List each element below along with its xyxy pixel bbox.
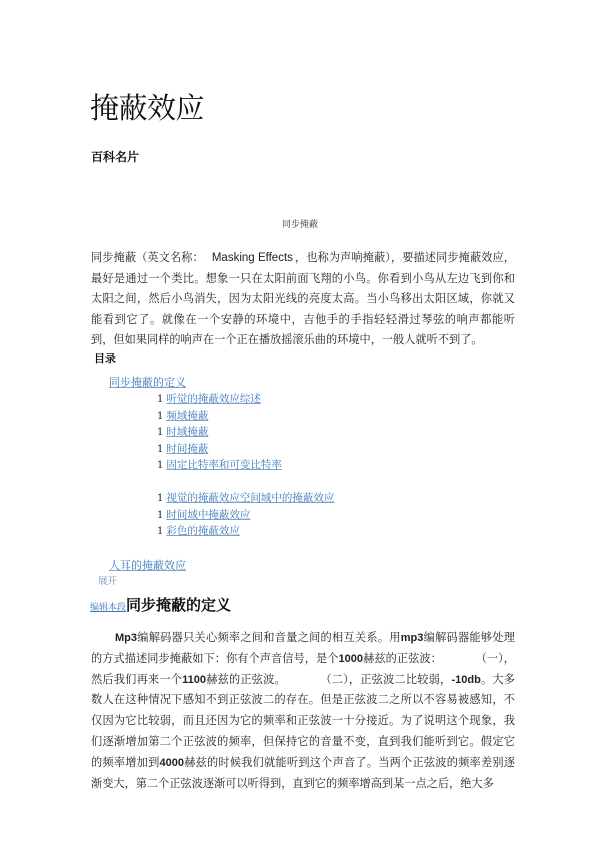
toc-item[interactable]: [157, 457, 282, 472]
bullet: 1: [157, 394, 164, 405]
text-segment: 编解码器只关心频率之间和音量之间的相互关系。用: [137, 631, 401, 644]
bullet: 1: [157, 493, 164, 504]
toc-item-link[interactable]: 时域掩蔽: [166, 426, 209, 438]
section-body-paragraph: [91, 628, 515, 794]
intro-english-name: Masking Effects: [211, 252, 293, 264]
text-segment: 编解码器能够处理的方式描述同步掩蔽如下：你有个声音信号，是个: [91, 631, 515, 665]
toc-item-link[interactable]: 视觉的掩蔽效应空间域中的掩蔽效应: [166, 492, 335, 504]
toc-item[interactable]: [157, 391, 261, 406]
toc-section-2[interactable]: [109, 557, 186, 573]
intro-text-part2: ，也称为声响掩蔽），要描述同步掩蔽效应，最好是通过一个类比。想象一只在太阳前面飞翔的小鸟。你看到小鸟从左边飞到你和太阳之间，然后小鸟消失，因为太阳光线的亮度太高。当小鸟移出太阳区域，你就又能看到它了。就像在一个安静的环境中，吉他手的手指轻轻滑过琴弦的响声都能听到，但如果同样的响声在一个正在播放摇滚乐曲的环境中，一般人就听不到了。: [91, 251, 515, 346]
section-heading-text: 同步掩蔽的定义: [126, 596, 232, 614]
intro-text-part1: 同步掩蔽（英文名称：: [91, 251, 204, 264]
bullet: 1: [157, 411, 164, 422]
toc-item[interactable]: [157, 441, 208, 456]
toc-section-1[interactable]: [109, 374, 186, 390]
text-segment: -10db: [451, 673, 481, 686]
intro-paragraph: [91, 248, 515, 351]
expand-toc-button[interactable]: 展开: [98, 576, 118, 587]
toc-item-link[interactable]: 听觉的掩蔽效应综述: [166, 393, 261, 405]
toc-section-link[interactable]: 人耳的掩蔽效应: [109, 559, 186, 572]
bullet: 1: [157, 427, 164, 438]
section-heading: [90, 594, 231, 615]
toc-item-link[interactable]: 时间掩蔽: [166, 443, 209, 455]
toc-item[interactable]: [157, 523, 240, 538]
toc-item-link[interactable]: 时间域中掩蔽效应: [166, 509, 251, 521]
text-segment: 1100: [182, 673, 207, 686]
toc-section-link[interactable]: 同步掩蔽的定义: [109, 376, 186, 389]
text-segment: 1000: [338, 652, 364, 665]
page-title: 掩蔽效应: [90, 91, 205, 125]
bullet: 1: [157, 444, 164, 455]
toc-item-link[interactable]: 固定比特率和可变比特率: [166, 459, 282, 471]
image-caption: 同步掩蔽: [281, 220, 318, 230]
subtitle-baike-card: 百科名片: [91, 150, 140, 164]
edit-section-link[interactable]: 编辑本段: [90, 603, 127, 613]
toc-item[interactable]: [157, 490, 334, 505]
bullet: 1: [157, 526, 164, 537]
toc-item[interactable]: [157, 408, 208, 423]
text-segment: 。大多数人在这种情况下感知不到正弦波二的存在。但是正弦波二之所以不容易被感知，不仅因为它比较弱，而且还因为它的频率和正弦波一十分接近。为了说明这个现象，我们逐渐增加第二个正弦波的频率，但保持它的音量不变，直到我们能听到它。假定它的频率增加到: [91, 672, 515, 769]
toc-item-link[interactable]: 彩色的掩蔽效应: [166, 525, 240, 537]
text-segment: 赫兹的时候我们就能听到这个声音了。当两个正弦波的频率差别逐渐变大，第二个正弦波逐渐可以听得到，直到它的频率增高到某一点之后，绝大多: [91, 755, 515, 790]
text-segment: mp3: [400, 632, 424, 644]
text-segment: 赫兹的正弦波。 （二），正弦波二比较弱，: [206, 672, 452, 686]
text-segment: 赫兹的正弦波： （一），然后我们再来一个: [91, 651, 515, 686]
toc-item-link[interactable]: 频域掩蔽: [166, 410, 209, 422]
toc-title: 目录: [94, 352, 116, 365]
toc-item[interactable]: [157, 507, 250, 522]
toc-item[interactable]: [157, 424, 208, 439]
text-segment: 4000: [159, 756, 184, 769]
text-segment: Mp3: [115, 632, 137, 644]
bullet: 1: [157, 510, 164, 521]
bullet: 1: [157, 460, 164, 471]
